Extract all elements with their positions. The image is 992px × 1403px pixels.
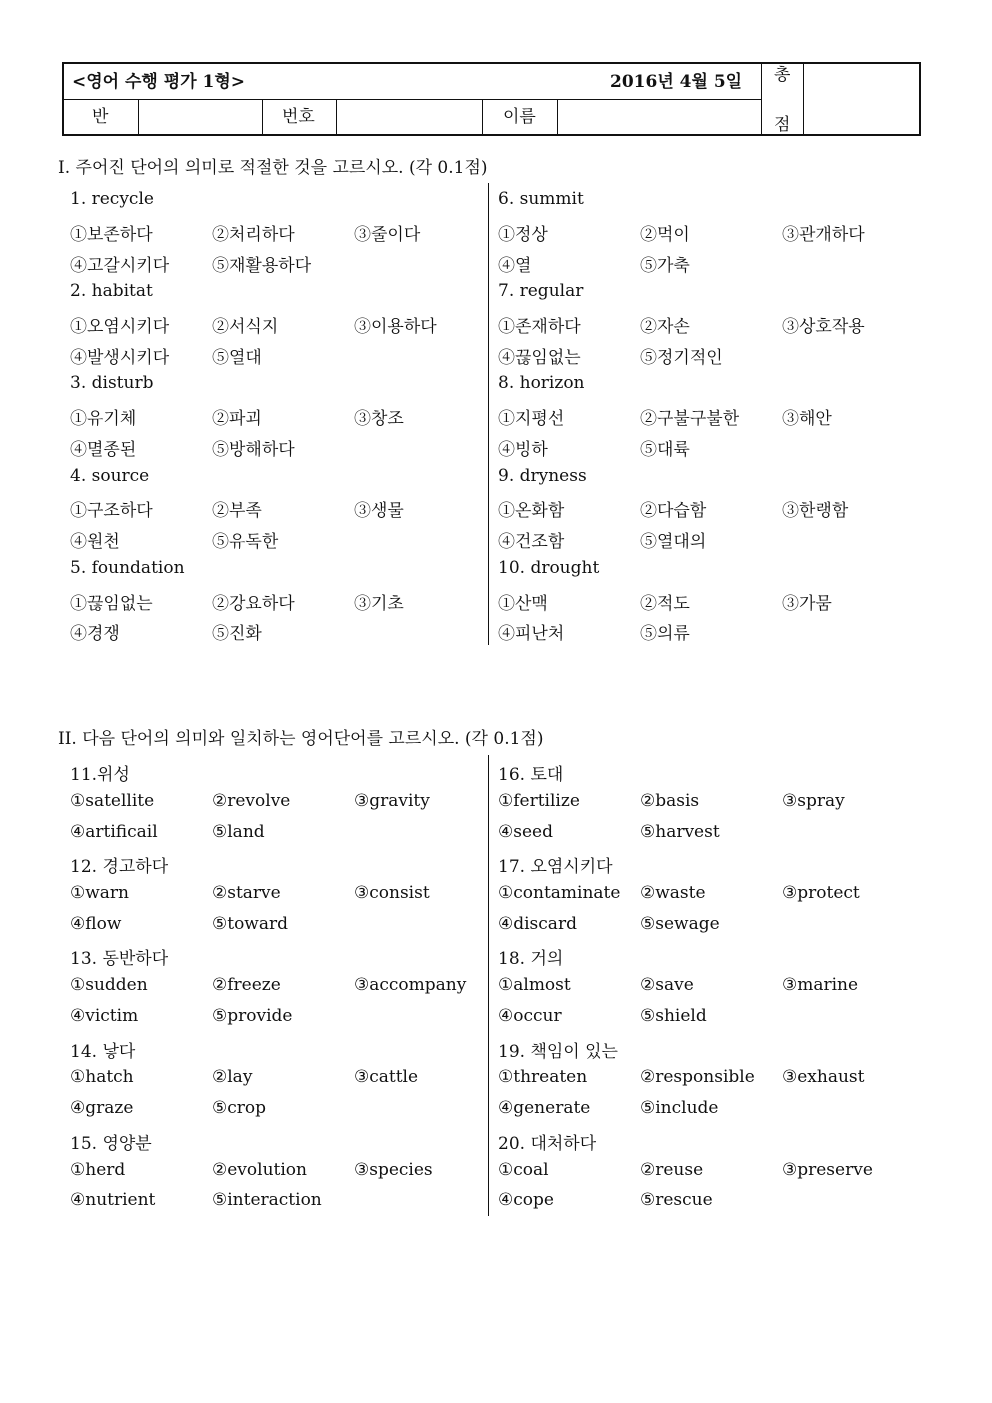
answer-option[interactable]: ①산맥 (498, 593, 548, 614)
answer-option[interactable]: ①보존하다 (70, 224, 153, 245)
test-title: <영어 수행 평가 1형> (72, 72, 246, 92)
answer-option[interactable]: ③기초 (354, 593, 404, 614)
answer-option[interactable]: ③accompany (354, 975, 467, 996)
section-2-column-divider (488, 755, 489, 1216)
question-word: 20. 대처하다 (498, 1133, 597, 1154)
answer-option[interactable]: ②responsible (640, 1067, 755, 1088)
number-label: 번호 (282, 107, 315, 127)
total-label-top: 총 (774, 65, 791, 85)
answer-option[interactable]: ④cope (498, 1190, 554, 1211)
answer-option[interactable]: ⑤가축 (640, 255, 690, 276)
answer-option[interactable]: ①warn (70, 883, 130, 903)
answer-option[interactable]: ③상호작용 (782, 317, 865, 337)
answer-option[interactable]: ③preserve (782, 1159, 873, 1180)
answer-option[interactable]: ①threaten (498, 1067, 588, 1088)
col-divider (803, 64, 804, 134)
answer-option[interactable]: ②starve (212, 883, 281, 903)
answer-option[interactable]: ④occur (498, 1006, 562, 1026)
answer-option[interactable]: ③exhaust (782, 1067, 865, 1088)
answer-option[interactable]: ③species (354, 1159, 433, 1180)
col-divider (482, 99, 483, 134)
answer-option[interactable]: ④멸종된 (70, 440, 137, 460)
answer-option[interactable]: ①hatch (70, 1067, 134, 1088)
section-1-title: I. 주어진 단어의 의미로 적절한 것을 고르시오. (각 0.1점) (58, 158, 488, 178)
answer-option[interactable]: ⑤harvest (640, 821, 720, 842)
col-divider (262, 99, 263, 134)
question-word: 14. 낳다 (70, 1041, 136, 1062)
question-word: 8. horizon (498, 373, 585, 394)
answer-option[interactable]: ⑤의류 (640, 624, 690, 645)
answer-option[interactable]: ②reuse (640, 1159, 704, 1180)
answer-option[interactable]: ④discard (498, 913, 577, 934)
answer-option[interactable]: ④원천 (70, 532, 120, 553)
question-word: 10. drought (498, 557, 600, 578)
answer-option[interactable]: ④고갈시키다 (70, 255, 170, 276)
col-divider (138, 99, 139, 134)
answer-option[interactable]: ⑤진화 (212, 624, 262, 645)
answer-option[interactable]: ①끊임없는 (70, 593, 153, 614)
header-table (62, 62, 921, 136)
answer-option[interactable]: ④nutrient (70, 1190, 156, 1211)
question-word: 19. 책임이 있는 (498, 1041, 618, 1062)
question-word: 2. habitat (70, 281, 153, 302)
question-word: 4. source (70, 465, 150, 486)
answer-option[interactable]: ④seed (498, 821, 553, 842)
class-label: 반 (92, 107, 109, 127)
answer-option[interactable]: ④artificail (70, 821, 158, 842)
answer-option[interactable]: ⑤유독한 (212, 532, 279, 553)
answer-option[interactable]: ⑤provide (212, 1006, 293, 1026)
answer-option[interactable]: ②basis (640, 790, 700, 811)
answer-option[interactable]: ⑤land (212, 821, 265, 842)
question-word: 6. summit (498, 189, 584, 209)
answer-option[interactable]: ③생물 (354, 501, 404, 522)
answer-option[interactable]: ④열 (498, 255, 532, 276)
question-word: 15. 영양분 (70, 1133, 152, 1154)
answer-option[interactable]: ④끊임없는 (498, 347, 581, 368)
answer-option[interactable]: ②구불구불한 (640, 409, 740, 430)
question-word: 16. 토대 (498, 765, 564, 785)
answer-option[interactable]: ⑤대륙 (640, 440, 690, 460)
answer-option[interactable]: ⑤정기적인 (640, 347, 723, 368)
answer-option[interactable]: ②파괴 (212, 409, 262, 430)
answer-option[interactable]: ②freeze (212, 975, 281, 996)
answer-option[interactable]: ⑤interaction (212, 1190, 322, 1211)
answer-option[interactable]: ②처리하다 (212, 224, 295, 245)
answer-option[interactable]: ⑤sewage (640, 913, 720, 934)
answer-option[interactable]: ①fertilize (498, 790, 580, 811)
answer-option[interactable]: ④피난처 (498, 624, 565, 645)
answer-option[interactable]: ②적도 (640, 593, 690, 614)
question-word: 11.위성 (70, 765, 130, 785)
answer-option[interactable]: ①herd (70, 1159, 126, 1180)
answer-option[interactable]: ④graze (70, 1098, 134, 1119)
answer-option[interactable]: ③관개하다 (782, 224, 865, 245)
answer-option[interactable]: ②revolve (212, 790, 291, 811)
answer-option[interactable]: ④건조함 (498, 532, 565, 553)
question-word: 12. 경고하다 (70, 857, 169, 878)
col-divider (761, 64, 762, 134)
question-word: 5. foundation (70, 557, 185, 578)
answer-option[interactable]: ②lay (212, 1067, 253, 1088)
answer-option[interactable]: ②먹이 (640, 224, 690, 245)
question-word: 13. 동반하다 (70, 949, 169, 970)
row-divider (64, 99, 761, 100)
answer-option[interactable]: ②강요하다 (212, 593, 295, 614)
question-word: 9. dryness (498, 465, 587, 486)
name-label: 이름 (503, 107, 536, 127)
question-word: 1. recycle (70, 189, 154, 209)
answer-option[interactable]: ②save (640, 975, 694, 996)
answer-option[interactable]: ③창조 (354, 409, 404, 430)
answer-option[interactable]: ②evolution (212, 1159, 307, 1180)
answer-option[interactable]: ③이용하다 (354, 317, 437, 337)
answer-option[interactable]: ⑤재활용하다 (212, 255, 312, 276)
answer-option[interactable]: ①satellite (70, 790, 155, 811)
col-divider (557, 99, 558, 134)
answer-option[interactable]: ①coal (498, 1159, 549, 1180)
test-date: 2016년 4월 5일 (610, 72, 743, 92)
answer-option[interactable]: ④빙하 (498, 440, 548, 460)
question-word: 17. 오염시키다 (498, 857, 613, 878)
answer-option[interactable]: ①오염시키다 (70, 317, 170, 337)
answer-option[interactable]: ②waste (640, 883, 706, 903)
answer-option[interactable]: ⑤toward (212, 913, 289, 934)
answer-option[interactable]: ⑤crop (212, 1098, 267, 1119)
answer-option[interactable]: ②서식지 (212, 317, 279, 337)
answer-option[interactable]: ③해안 (782, 409, 832, 430)
answer-option[interactable]: ①유기체 (70, 409, 137, 430)
answer-option[interactable]: ④발생시키다 (70, 347, 170, 368)
total-label-bottom: 점 (774, 115, 791, 135)
answer-option[interactable]: ⑤방해하다 (212, 440, 295, 460)
answer-option[interactable]: ②자손 (640, 317, 690, 337)
answer-option[interactable]: ⑤include (640, 1098, 719, 1119)
question-word: 18. 거의 (498, 949, 564, 970)
answer-option[interactable]: ①지평선 (498, 409, 565, 430)
answer-option[interactable]: ④경쟁 (70, 624, 120, 645)
answer-option[interactable]: ⑤rescue (640, 1190, 713, 1211)
section-2-title: II. 다음 단어의 의미와 일치하는 영어단어를 고르시오. (각 0.1점) (58, 729, 544, 749)
answer-option[interactable]: ④flow (70, 913, 122, 934)
answer-option[interactable]: ③줄이다 (354, 224, 421, 245)
answer-option[interactable]: ①sudden (70, 975, 148, 996)
section-1-column-divider (488, 183, 489, 645)
answer-option[interactable]: ⑤shield (640, 1006, 707, 1026)
answer-option[interactable]: ⑤열대의 (640, 532, 707, 553)
col-divider (336, 99, 337, 134)
answer-option[interactable]: ③한랭함 (782, 501, 849, 522)
answer-option[interactable]: ②부족 (212, 501, 262, 522)
answer-option[interactable]: ①존재하다 (498, 317, 581, 337)
answer-option[interactable]: ③spray (782, 790, 845, 811)
answer-option[interactable]: ③marine (782, 975, 859, 996)
question-word: 7. regular (498, 281, 584, 302)
answer-option[interactable]: ③가뭄 (782, 593, 832, 614)
answer-option[interactable]: ①almost (498, 975, 571, 996)
answer-option[interactable]: ①contaminate (498, 883, 621, 903)
answer-option[interactable]: ④generate (498, 1098, 591, 1119)
answer-option[interactable]: ③cattle (354, 1067, 419, 1088)
answer-option[interactable]: ①온화함 (498, 501, 565, 522)
answer-option[interactable]: ①구조하다 (70, 501, 153, 522)
answer-option[interactable]: ②다습함 (640, 501, 707, 522)
answer-option[interactable]: ④victim (70, 1006, 139, 1026)
answer-option[interactable]: ①정상 (498, 224, 548, 245)
answer-option[interactable]: ⑤열대 (212, 347, 262, 368)
question-word: 3. disturb (70, 373, 154, 394)
answer-option[interactable]: ③gravity (354, 790, 430, 811)
answer-option[interactable]: ③protect (782, 883, 860, 903)
answer-option[interactable]: ③consist (354, 883, 430, 903)
